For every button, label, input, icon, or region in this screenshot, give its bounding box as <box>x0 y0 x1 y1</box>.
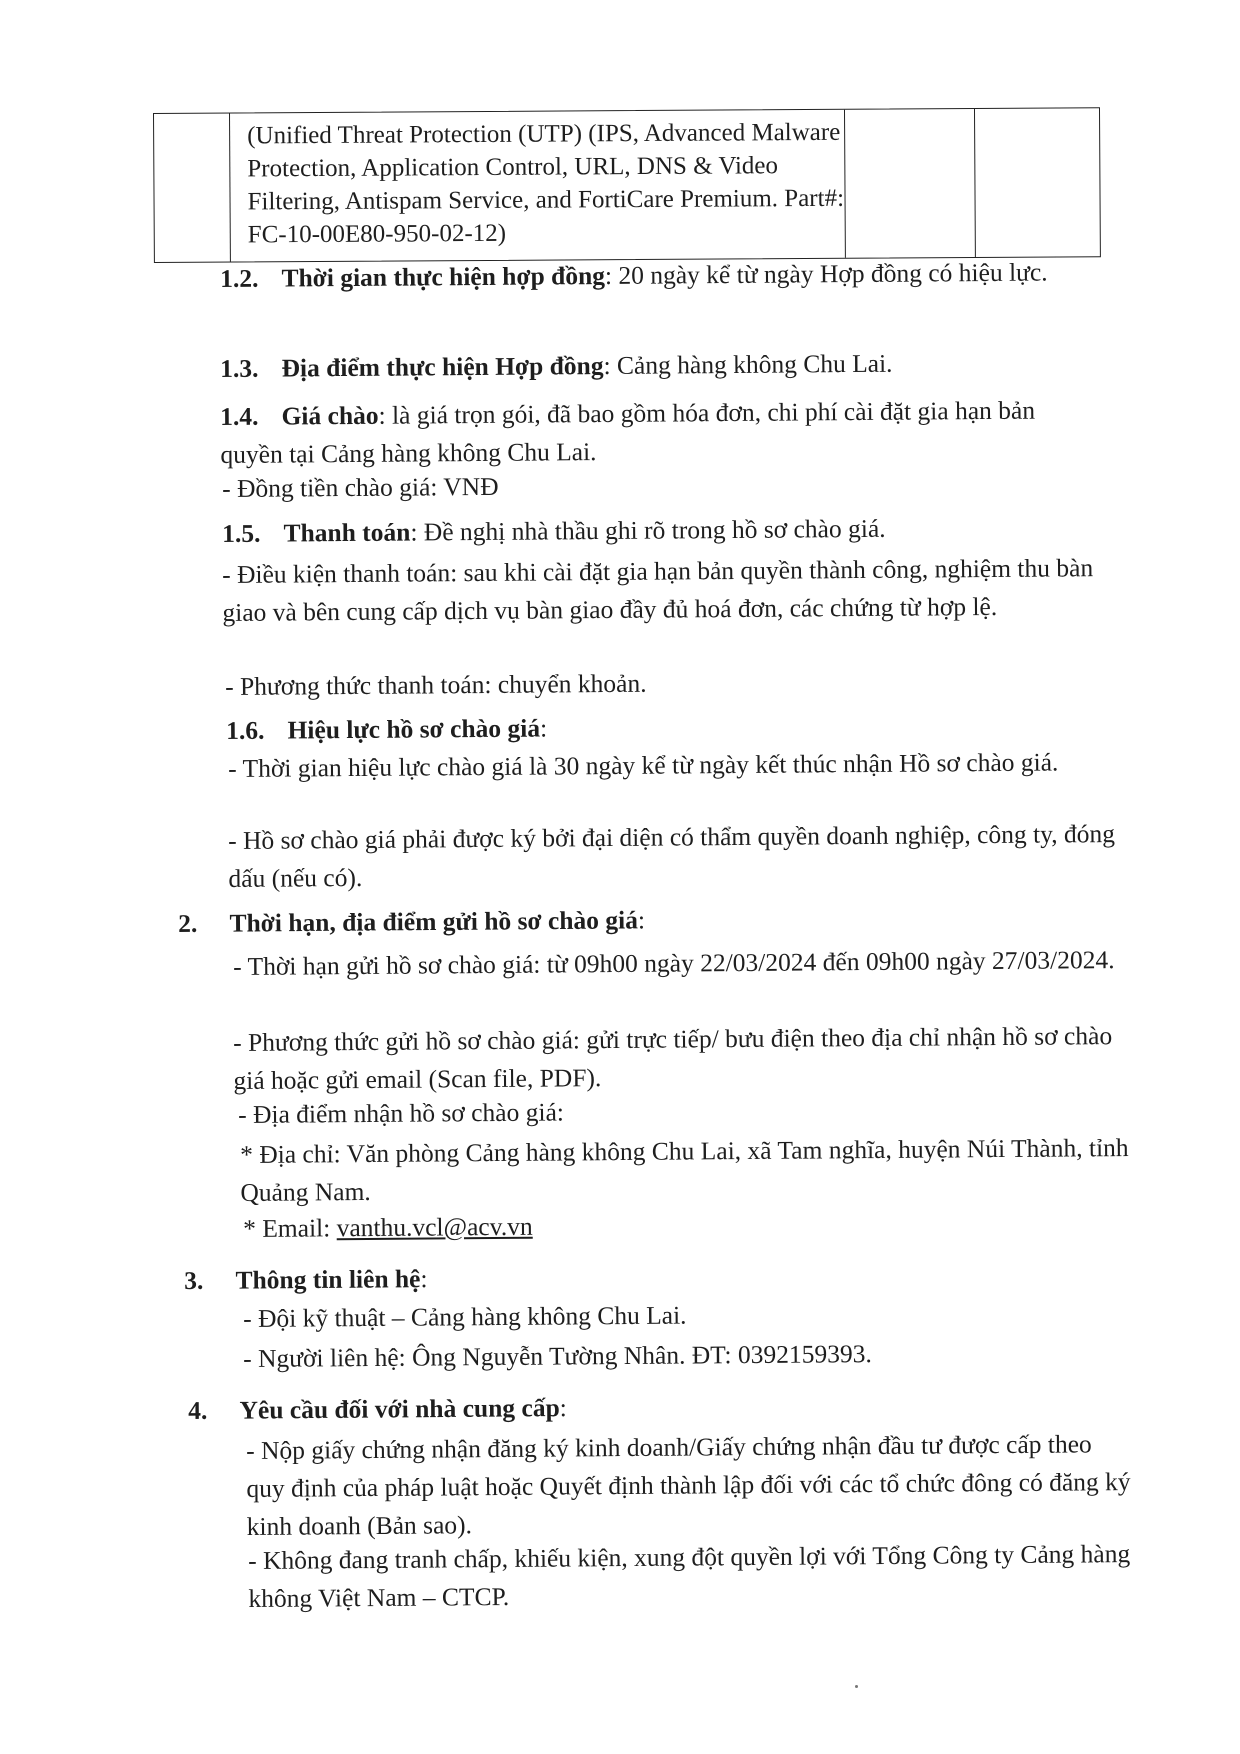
section-number: 1.2. <box>220 263 259 293</box>
bullet-payment-conditions: - Điều kiện thanh toán: sau khi cài đặt gia hạn bản quyền thành công, nghiệm thu bàn giao và bên cung cấp dịch vụ bàn giao đầy đủ hoá đơn, các chứng từ hợp lệ. <box>222 553 1094 627</box>
section-heading: Địa điểm thực hiện Hợp đồng <box>281 350 604 383</box>
bullet-business-license: - Nộp giấy chứng nhận đăng ký kinh doanh/Giấy chứng nhận đầu tư được cấp theo quy định của pháp luật hoặc Quyết định thành lập đối với các tổ chức đông có đăng ký kinh doanh (Bản sao). <box>246 1429 1131 1541</box>
section-number: 1.5. <box>222 518 261 548</box>
section-1-2 <box>220 253 1100 298</box>
section-text: : <box>420 1264 428 1294</box>
section-number: 2. <box>178 908 198 938</box>
table-cell-description: (Unified Threat Protection (UTP) (IPS, Advanced Malware Protection, Application Control, URL, DNS & Video Filtering, Antispam Service, and FortiCare Premium. Part#: FC-10-00E80-950-02-12) <box>247 118 845 249</box>
email-link[interactable]: vanthu.vcl@acv.vn <box>336 1211 533 1243</box>
bullet-payment-method: - Phương thức thanh toán: chuyển khoản. <box>225 668 647 701</box>
section-text: : là giá trọn gói, đã bao gồm hóa đơn, chi phí cài đặt gia hạn bản quyền tại Cảng hàng không Chu Lai. <box>220 395 1036 469</box>
table-col-divider <box>974 109 976 257</box>
bullet-signature: - Hồ sơ chào giá phải được ký bởi đại diện có thẩm quyền doanh nghiệp, công ty, đóng dấu (nếu có). <box>228 819 1116 893</box>
section-1-4 <box>220 391 1101 474</box>
section-number: 4. <box>188 1395 208 1425</box>
bullet-submission-deadline: - Thời hạn gửi hồ sơ chào giá: từ 09h00 ngày 22/03/2024 đến 09h00 ngày 27/03/2024. <box>233 945 1115 981</box>
section-text: : Cảng hàng không Chu Lai. <box>603 348 893 380</box>
email-label: * Email: <box>243 1213 337 1243</box>
section-1-5 <box>222 508 1102 553</box>
bullet-contact-person: - Người liên hệ: Ông Nguyễn Tường Nhân. ĐT: 0392159393. <box>243 1339 872 1373</box>
section-2 <box>178 898 1098 943</box>
section-heading: Hiệu lực hồ sơ chào giá <box>287 713 541 745</box>
bullet-submission-method: - Phương thức gửi hồ sơ chào giá: gửi trực tiếp/ bưu điện theo địa chỉ nhận hồ sơ chào giá hoặc gửi email (Scan file, PDF). <box>233 1021 1113 1095</box>
bullet-validity-period: - Thời gian hiệu lực chào giá là 30 ngày kể từ ngày kết thúc nhận Hồ sơ chào giá. <box>228 747 1059 783</box>
section-heading: Thời gian thực hiện hợp đồng <box>281 260 606 293</box>
section-text: : <box>637 905 646 935</box>
section-number: 1.3. <box>220 353 259 383</box>
section-heading: Thời hạn, địa điểm gửi hồ sơ chào giá <box>229 905 639 938</box>
address-line: * Địa chỉ: Văn phòng Cảng hàng không Chu Lai, xã Tam nghĩa, huyện Núi Thành, tỉnh Quảng Nam. <box>240 1133 1129 1207</box>
section-heading: Yêu cầu đối với nhà cung cấp <box>239 1393 560 1425</box>
section-3 <box>184 1255 1104 1300</box>
section-number: 1.6. <box>226 715 265 745</box>
bullet-currency: - Đồng tiền chào giá: VNĐ <box>222 471 499 503</box>
bullet-no-dispute: - Không đang tranh chấp, khiếu kiện, xung đột quyền lợi với Tổng Công ty Cảng hàng không Việt Nam – CTCP. <box>248 1539 1131 1613</box>
section-text: : Đề nghị nhà thầu ghi rõ trong hồ sơ chào giá. <box>410 513 886 547</box>
product-table-fragment <box>153 107 1101 263</box>
section-heading: Thông tin liên hệ <box>235 1264 421 1295</box>
section-text: : 20 ngày kể từ ngày Hợp đồng có hiệu lực. <box>604 257 1048 290</box>
section-number: 3. <box>184 1265 204 1295</box>
section-text: : <box>559 1393 567 1423</box>
bullet-contact-team: - Đội kỹ thuật – Cảng hàng không Chu Lai. <box>243 1300 687 1333</box>
section-4 <box>188 1385 1108 1430</box>
email-line <box>243 1203 1123 1248</box>
section-text: : <box>539 713 548 743</box>
section-heading: Giá chào <box>281 400 379 431</box>
scan-speck <box>855 1685 858 1688</box>
section-1-3 <box>220 343 1100 388</box>
table-col-divider <box>229 114 231 262</box>
section-heading: Thanh toán <box>283 517 411 548</box>
bullet-submission-location: - Địa điểm nhận hồ sơ chào giá: <box>238 1097 565 1129</box>
section-number: 1.4. <box>220 401 259 431</box>
